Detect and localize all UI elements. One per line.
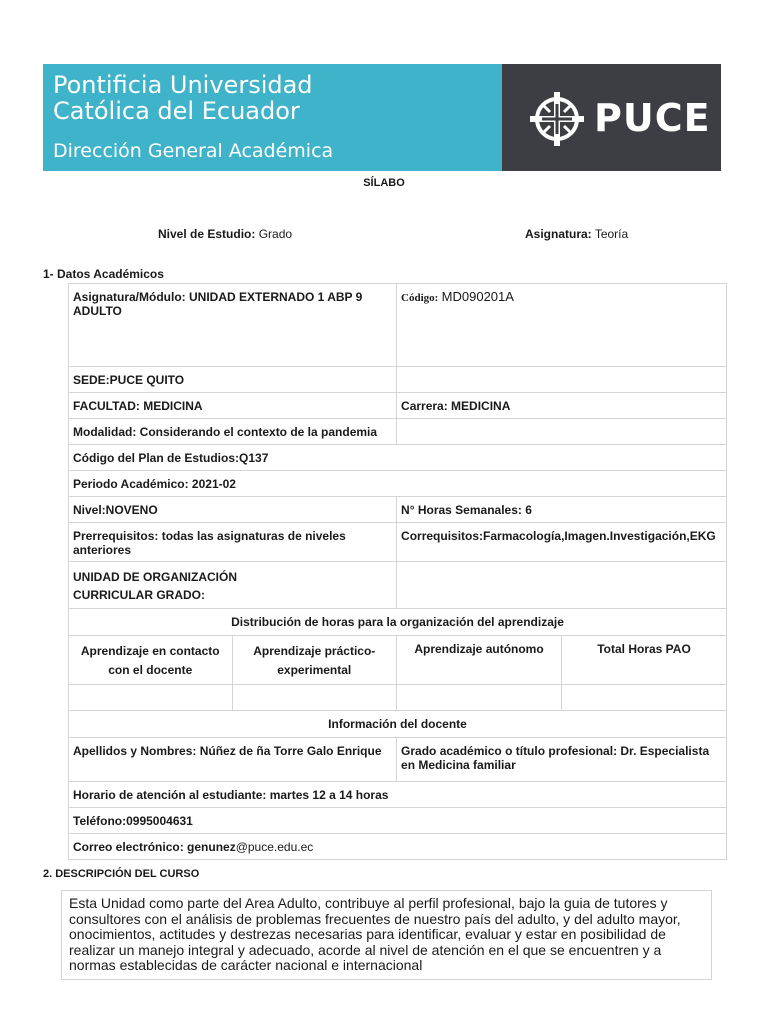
empty-cell xyxy=(397,685,562,711)
section2-title: 2. DESCRIPCIÓN DEL CURSO xyxy=(43,868,200,880)
table-row xyxy=(69,284,727,367)
study-level xyxy=(158,227,292,241)
empty-cell xyxy=(397,419,727,445)
weekly-hours-cell: N° Horas Semanales: 6 xyxy=(397,497,727,523)
dist-header-total: Total Horas PAO xyxy=(562,636,727,685)
empty-cell xyxy=(397,562,727,609)
banner-logo-area xyxy=(502,64,721,171)
distribution-title-cell: Distribución de horas para la organización del aprendizaje xyxy=(69,609,727,636)
table-row xyxy=(69,471,727,497)
sede-cell: SEDE:PUCE QUITO xyxy=(69,367,397,393)
subject-type-label: Asignatura: xyxy=(525,227,592,241)
prerequisites-cell: Prerrequisitos: todas las asignaturas de niveles anteriores xyxy=(69,523,397,562)
dist-header-autonomous: Aprendizaje autónomo xyxy=(397,636,562,685)
period-cell: Periodo Académico: 2021-02 xyxy=(69,471,727,497)
email-domain: @puce.edu.ec xyxy=(235,840,314,854)
academic-data-table xyxy=(68,283,727,860)
table-row xyxy=(69,445,727,471)
table-row xyxy=(69,782,727,808)
plan-cell: Código del Plan de Estudios:Q137 xyxy=(69,445,727,471)
code-value: MD090201A xyxy=(441,289,514,304)
document-title: SÍLABO xyxy=(363,177,405,189)
subject-type xyxy=(525,227,628,241)
curricular-unit-line1: UNIDAD DE ORGANIZACIÓN xyxy=(73,570,237,584)
header-banner xyxy=(43,64,721,171)
table-row xyxy=(69,523,727,562)
table-row xyxy=(69,636,727,685)
dist-header-contact: Aprendizaje en contacto con el docente xyxy=(69,636,233,685)
level-cell: Nivel:NOVENO xyxy=(69,497,397,523)
university-name-line2: Católica del Ecuador xyxy=(53,97,300,125)
modality-cell: Modalidad: Considerando el contexto de la pandemia xyxy=(69,419,397,445)
phone-cell: Teléfono:0995004631 xyxy=(69,808,727,834)
career-cell: Carrera: MEDICINA xyxy=(397,393,727,419)
direction-name: Dirección General Académica xyxy=(53,140,334,162)
table-row xyxy=(69,393,727,419)
code-label: Código: xyxy=(401,292,439,304)
table-row xyxy=(69,685,727,711)
course-description: Esta Unidad como parte del Area Adulto, contribuye al perfil profesional, bajo la guia de tutores y consultores con el análisis de problemas frecuentes de nuestro país del adulto, y del adulto mayor, onocimientos, actitudes y destrezas necesarias para identificar, evaluar y estar en posibilidad de realizar un manejo integral y adecuado, acorde al nivel de atención en el que se encuentren y a normas establecidas de carácter nacional e internacional xyxy=(61,890,712,980)
email-label: Correo electrónico: genunez xyxy=(73,840,236,854)
dist-header-practical: Aprendizaje práctico-experimental xyxy=(232,636,397,685)
table-row xyxy=(69,419,727,445)
teacher-info-title-cell: Información del docente xyxy=(69,711,727,738)
teacher-degree-cell: Grado académico o título profesional: Dr. Especialista en Medicina familiar xyxy=(397,738,727,782)
table-row xyxy=(69,497,727,523)
table-row xyxy=(69,808,727,834)
study-level-label: Nivel de Estudio: xyxy=(158,227,256,241)
table-row xyxy=(69,711,727,738)
schedule-cell: Horario de atención al estudiante: martes 12 a 14 horas xyxy=(69,782,727,808)
study-level-value: Grado xyxy=(258,227,293,241)
table-row xyxy=(69,834,727,860)
table-row xyxy=(69,609,727,636)
table-row xyxy=(69,367,727,393)
module-cell: Asignatura/Módulo: UNIDAD EXTERNADO 1 ABP 9 ADULTO xyxy=(69,284,397,367)
empty-cell xyxy=(69,685,233,711)
empty-cell xyxy=(397,367,727,393)
puce-logo-text: PUCE xyxy=(594,96,711,140)
university-name-line1: Pontificia Universidad xyxy=(53,71,313,99)
subject-type-value: Teoría xyxy=(594,227,629,241)
email-cell xyxy=(69,834,727,860)
table-row xyxy=(69,562,727,609)
corequisites-cell: Correquisitos:Farmacología,Imagen.Investigación,EKG xyxy=(397,523,727,562)
section1-title: 1- Datos Académicos xyxy=(43,267,164,281)
curricular-unit-cell xyxy=(69,562,397,609)
puce-emblem-icon xyxy=(528,90,586,148)
code-cell xyxy=(397,284,727,367)
table-row xyxy=(69,738,727,782)
empty-cell xyxy=(232,685,397,711)
teacher-name-cell: Apellidos y Nombres: Núñez de ña Torre Galo Enrique xyxy=(69,738,397,782)
empty-cell xyxy=(562,685,727,711)
faculty-cell: FACULTAD: MEDICINA xyxy=(69,393,397,419)
curricular-unit-line2: CURRICULAR GRADO: xyxy=(73,588,205,602)
banner-title-area xyxy=(43,64,502,171)
